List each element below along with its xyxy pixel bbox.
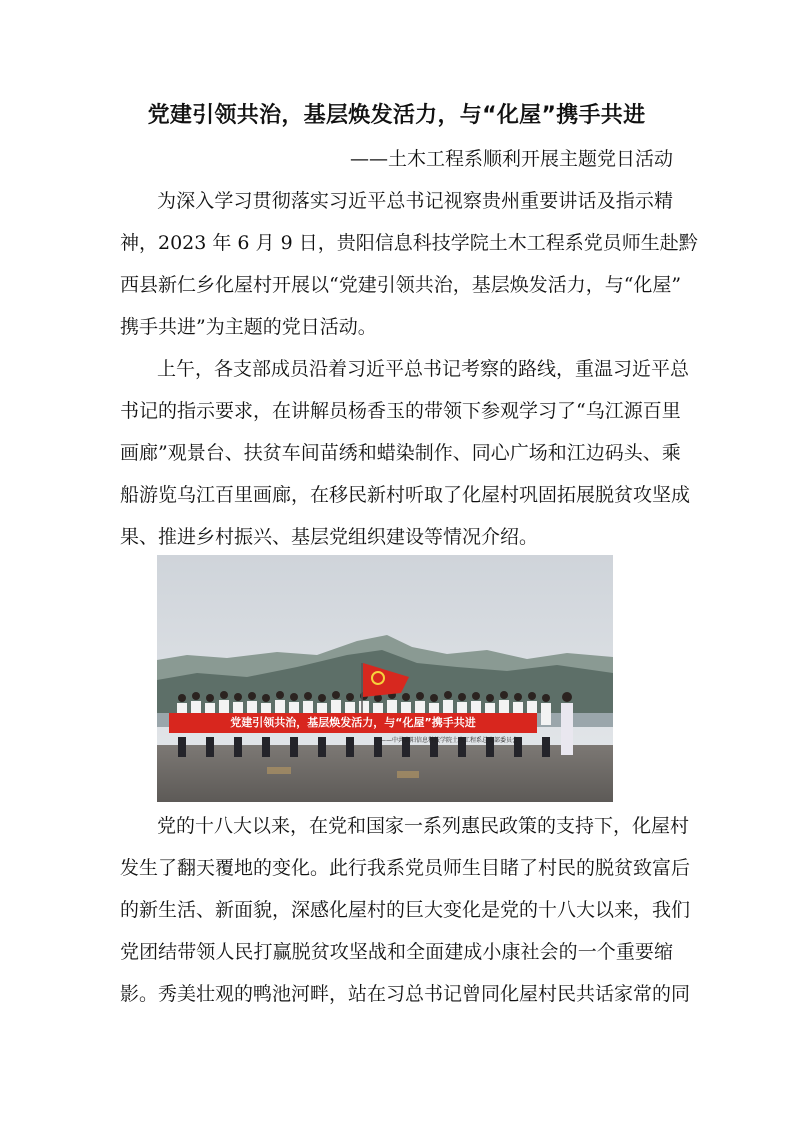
paragraph-2-line: 船游览乌江百里画廊，在移民新村听取了化屋村巩固拓展脱贫攻坚成 [120,484,691,506]
paragraph-2-line: 果、推进乡村振兴、基层党组织建设等情况介绍。 [120,526,539,548]
paragraph-1-line: 神，2023 年 6 月 9 日，贵阳信息科技学院土木工程系党员师生赴黔 [120,232,698,254]
paragraph-1-line: 携手共进”为主题的党日活动。 [120,316,377,338]
paragraph-1-line: 为深入学习贯彻落实习近平总书记视察贵州重要讲话及指示精 [157,190,673,212]
paragraph-3-line: 发生了翻天覆地的变化。此行我系党员师生目睹了村民的脱贫致富后 [120,857,691,879]
document-subtitle: ——土木工程系顺利开展主题党日活动 [349,148,673,170]
ground-marking [397,771,419,778]
paragraph-2-line: 上午，各支部成员沿着习近平总书记考察的路线，重温习近平总 [157,358,690,380]
ground-marking [267,767,291,774]
paragraph-3-line: 党的十八大以来，在党和国家一系列惠民政策的支持下，化屋村 [157,815,690,837]
paragraph-3-line: 的新生活、新面貌，深感化屋村的巨大变化是党的十八大以来，我们 [120,899,691,921]
group-photo [157,555,613,802]
paragraph-2-line: 画廊”观景台、扶贫车间苗绣和蜡染制作、同心广场和江边码头、乘 [120,442,681,464]
document-title: 党建引领共治，基层焕发活力，与“化屋”携手共进 [147,103,646,128]
paragraph-2-line: 书记的指示要求，在讲解员杨香玉的带领下参观学习了“乌江源百里 [120,400,681,422]
paragraph-3-line: 影。秀美壮观的鸭池河畔，站在习总书记曾同化屋村民共话家常的同 [120,983,691,1005]
banner-subtext: ——中共贵阳信息科技学院土木工程系总支部委员会 [379,737,519,744]
banner-text: 党建引领共治，基层焕发活力，与“化屋”携手共进 [230,716,476,729]
paragraph-3-line: 党团结带领人民打赢脱贫攻坚战和全面建成小康社会的一个重要缩 [120,941,673,963]
paragraph-1-line: 西县新仁乡化屋村开展以“党建引领共治，基层焕发活力，与“化屋” [120,274,682,296]
